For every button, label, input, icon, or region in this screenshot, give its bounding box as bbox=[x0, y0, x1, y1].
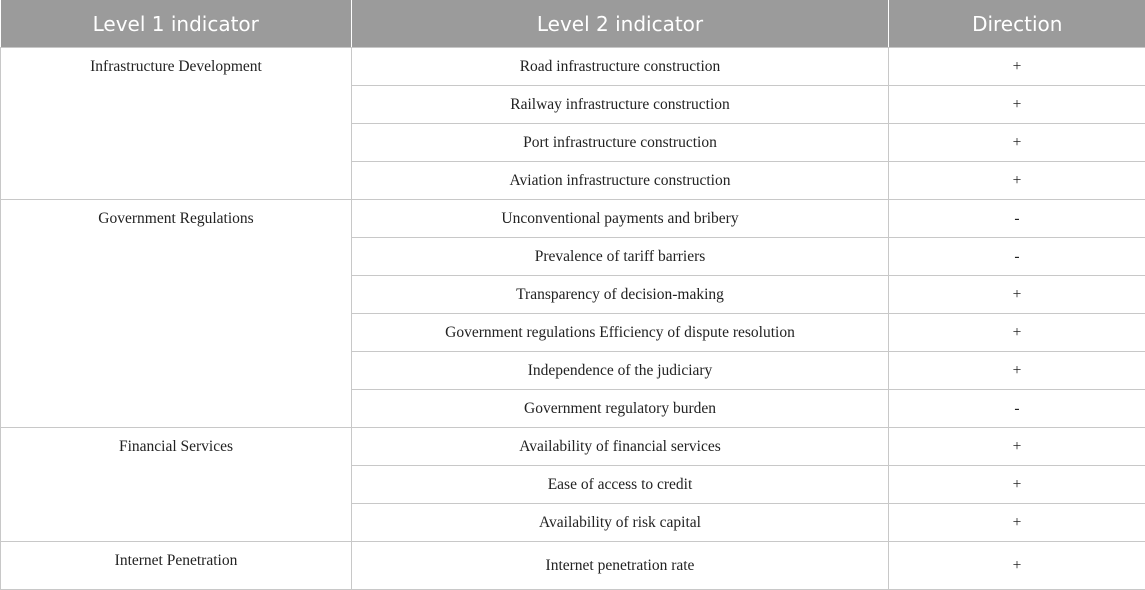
direction-cell: + bbox=[889, 314, 1145, 352]
level2-indicator-cell: Unconventional payments and bribery bbox=[352, 200, 889, 238]
direction-cell: + bbox=[889, 428, 1145, 466]
direction-cell: + bbox=[889, 466, 1145, 504]
level2-indicator-cell: Transparency of decision-making bbox=[352, 276, 889, 314]
table-body bbox=[1, 48, 1145, 590]
direction-cell: - bbox=[889, 200, 1145, 238]
direction-cell: + bbox=[889, 162, 1145, 200]
direction-cell: + bbox=[889, 276, 1145, 314]
header-direction: Direction bbox=[889, 0, 1145, 48]
level1-indicator-cell: Internet Penetration bbox=[1, 542, 352, 590]
level2-indicator-cell: Government regulations Efficiency of dispute resolution bbox=[352, 314, 889, 352]
level2-indicator-cell: Availability of risk capital bbox=[352, 504, 889, 542]
direction-cell: + bbox=[889, 48, 1145, 86]
table-row bbox=[1, 200, 1145, 238]
header-level2: Level 2 indicator bbox=[352, 0, 889, 48]
level2-indicator-cell: Independence of the judiciary bbox=[352, 352, 889, 390]
header-level1: Level 1 indicator bbox=[1, 0, 352, 48]
direction-cell: - bbox=[889, 390, 1145, 428]
level2-indicator-cell: Road infrastructure construction bbox=[352, 48, 889, 86]
level1-indicator-cell: Financial Services bbox=[1, 428, 352, 542]
level2-indicator-cell: Government regulatory burden bbox=[352, 390, 889, 428]
direction-cell: + bbox=[889, 124, 1145, 162]
level2-indicator-cell: Port infrastructure construction bbox=[352, 124, 889, 162]
level2-indicator-cell: Aviation infrastructure construction bbox=[352, 162, 889, 200]
direction-cell: + bbox=[889, 352, 1145, 390]
table-row bbox=[1, 542, 1145, 590]
level2-indicator-cell: Internet penetration rate bbox=[352, 542, 889, 590]
level2-indicator-cell: Railway infrastructure construction bbox=[352, 86, 889, 124]
direction-cell: + bbox=[889, 86, 1145, 124]
header-row bbox=[1, 0, 1145, 48]
level1-indicator-cell: Infrastructure Development bbox=[1, 48, 352, 200]
table-header bbox=[1, 0, 1145, 48]
level2-indicator-cell: Availability of financial services bbox=[352, 428, 889, 466]
level2-indicator-cell: Ease of access to credit bbox=[352, 466, 889, 504]
table-row bbox=[1, 428, 1145, 466]
direction-cell: + bbox=[889, 504, 1145, 542]
table-row bbox=[1, 48, 1145, 86]
level2-indicator-cell: Prevalence of tariff barriers bbox=[352, 238, 889, 276]
direction-cell: - bbox=[889, 238, 1145, 276]
level1-indicator-cell: Government Regulations bbox=[1, 200, 352, 428]
direction-cell: + bbox=[889, 542, 1145, 590]
